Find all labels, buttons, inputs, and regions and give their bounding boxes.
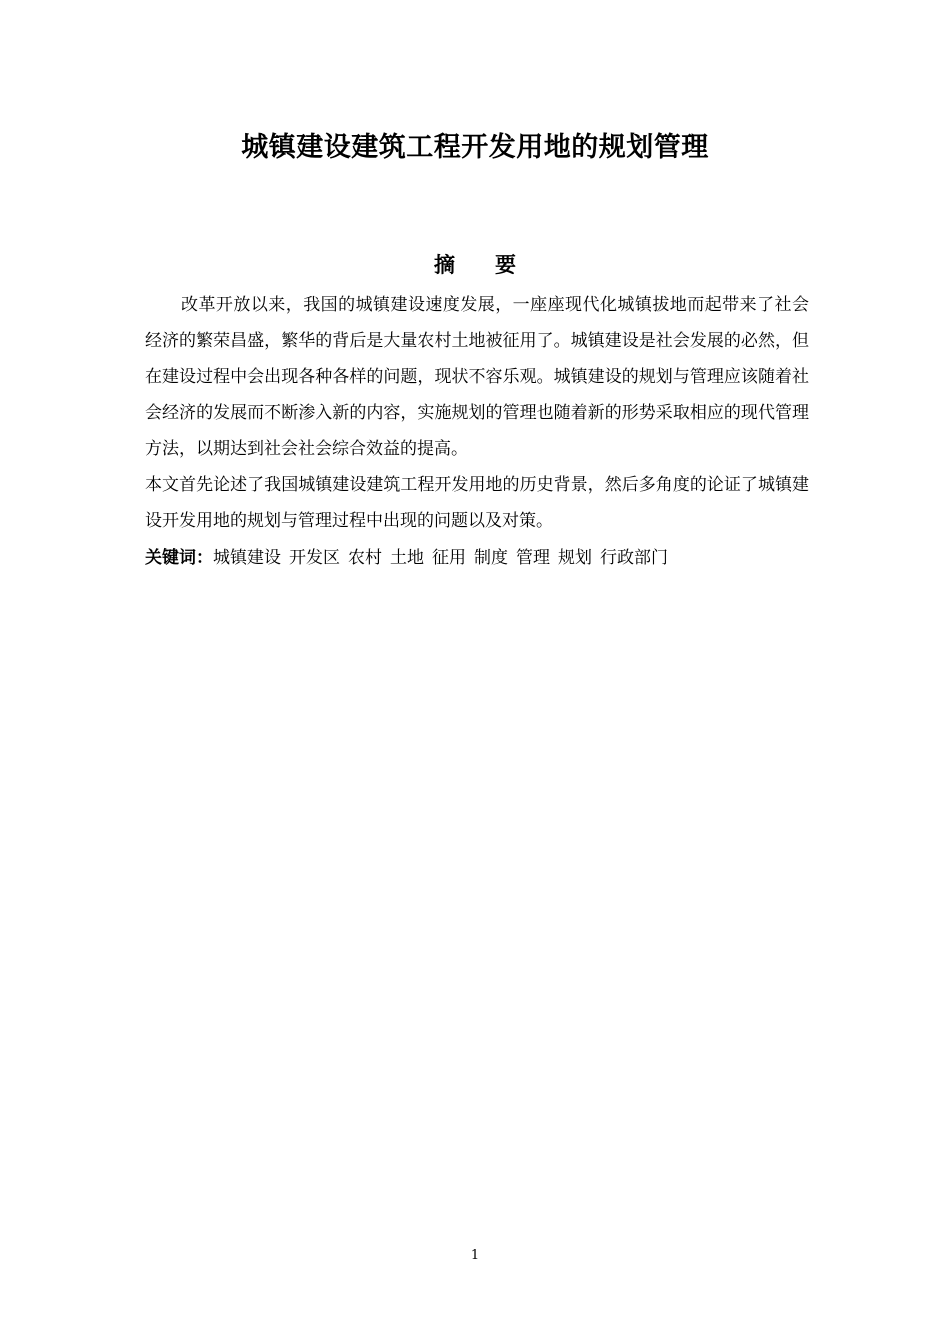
keyword: 行政部门 bbox=[600, 548, 668, 568]
keyword: 管理 bbox=[516, 548, 550, 568]
keyword: 规划 bbox=[558, 548, 592, 568]
page-title: 城镇建设建筑工程开发用地的规划管理 bbox=[241, 132, 709, 163]
keyword: 土地 bbox=[390, 548, 424, 568]
abstract-paragraph-2: 本文首先论述了我国城镇建设建筑工程开发用地的历史背景，然后多角度的论证了城镇建设开发用地的规划与管理过程中出现的问题以及对策。 bbox=[145, 475, 809, 531]
keywords-line bbox=[145, 540, 809, 576]
keywords-label: 关键词： bbox=[145, 548, 213, 568]
abstract-heading-char-2: 要 bbox=[495, 253, 516, 277]
page-number: 1 bbox=[470, 1248, 480, 1263]
abstract-paragraph-1: 改革开放以来，我国的城镇建设速度发展，一座座现代化城镇拔地而起带来了社会经济的繁荣昌盛，繁华的背后是大量农村土地被征用了。城镇建设是社会发展的必然，但在建设过程中会出现各种各样的问题，现状不容乐观。城镇建设的规划与管理应该随着社会经济的发展而不断渗入新的内容，实施规划的管理也随着新的形势采取相应的现代管理方法，以期达到社会社会综合效益的提高。 bbox=[145, 295, 809, 459]
keyword: 农村 bbox=[348, 548, 382, 568]
abstract-heading-char-1: 摘 bbox=[434, 253, 455, 277]
keyword: 制度 bbox=[474, 548, 508, 568]
abstract-heading bbox=[0, 248, 950, 282]
keyword: 城镇建设 bbox=[213, 548, 281, 568]
keyword: 开发区 bbox=[289, 548, 340, 568]
abstract-body bbox=[145, 287, 809, 539]
keyword: 征用 bbox=[432, 548, 466, 568]
